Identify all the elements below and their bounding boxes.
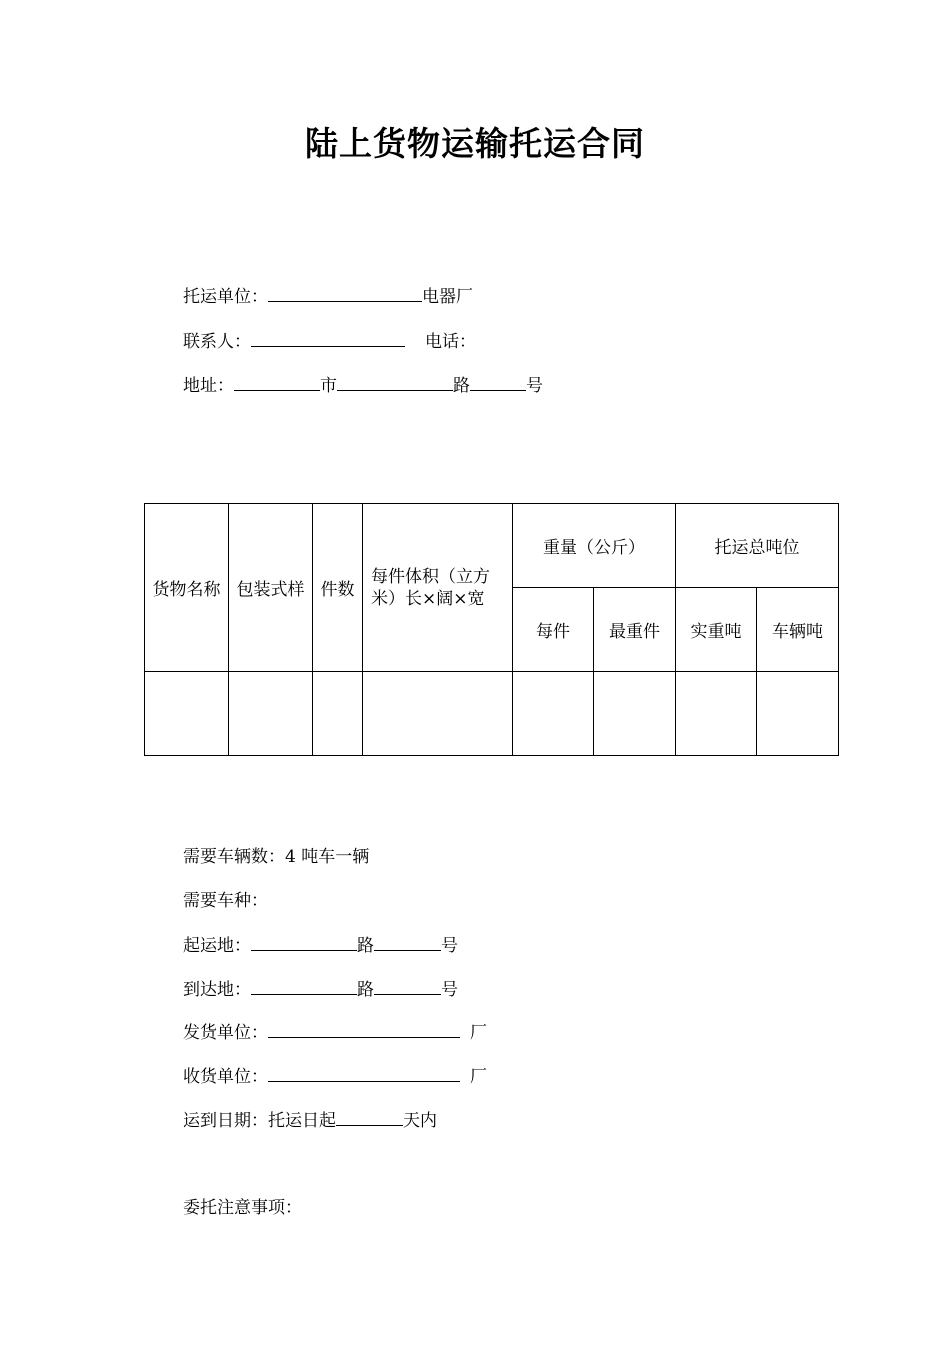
cell-actual-ton[interactable] bbox=[676, 672, 757, 756]
vehicle-type-label: 需要车种： bbox=[183, 891, 268, 911]
receiver-label: 收货单位： bbox=[183, 1067, 268, 1087]
address-city-suffix: 市 bbox=[320, 376, 337, 396]
shipper-unit-label: 托运单位： bbox=[183, 287, 268, 307]
shipper-unit-line bbox=[183, 285, 473, 308]
destination-number-blank[interactable] bbox=[374, 978, 441, 995]
destination-road-suffix: 路 bbox=[357, 980, 374, 1000]
destination-number-suffix: 号 bbox=[441, 980, 458, 1000]
destination-road-blank[interactable] bbox=[251, 978, 357, 995]
header-vehicle-ton: 车辆吨 bbox=[757, 588, 839, 672]
cell-volume[interactable] bbox=[363, 672, 513, 756]
destination-label: 到达地： bbox=[183, 980, 251, 1000]
arrival-suffix: 天内 bbox=[403, 1111, 437, 1131]
table-row bbox=[145, 672, 839, 756]
origin-road-suffix: 路 bbox=[357, 936, 374, 956]
cell-packaging[interactable] bbox=[229, 672, 313, 756]
origin-label: 起运地： bbox=[183, 936, 251, 956]
arrival-line bbox=[183, 1109, 437, 1132]
header-actual-ton: 实重吨 bbox=[676, 588, 757, 672]
address-line bbox=[183, 374, 543, 397]
origin-line bbox=[183, 934, 458, 957]
notes-line bbox=[183, 1197, 302, 1219]
receiver-line bbox=[183, 1065, 487, 1088]
cell-vehicle-ton[interactable] bbox=[757, 672, 839, 756]
origin-road-blank[interactable] bbox=[251, 934, 357, 951]
vehicles-label: 需要车辆数： bbox=[183, 847, 285, 867]
header-quantity: 件数 bbox=[313, 504, 363, 672]
address-road-blank[interactable] bbox=[337, 374, 453, 391]
header-per-piece: 每件 bbox=[513, 588, 594, 672]
receiver-suffix: 厂 bbox=[470, 1067, 487, 1087]
document-title: 陆上货物运输托运合同 bbox=[305, 124, 645, 163]
origin-number-blank[interactable] bbox=[374, 934, 441, 951]
origin-number-suffix: 号 bbox=[441, 936, 458, 956]
contact-blank[interactable] bbox=[251, 330, 405, 347]
cargo-table bbox=[144, 503, 839, 756]
sender-label: 发货单位： bbox=[183, 1023, 268, 1043]
address-number-suffix: 号 bbox=[526, 376, 543, 396]
contact-label: 联系人： bbox=[183, 332, 251, 352]
vehicles-line bbox=[183, 846, 369, 868]
sender-blank[interactable] bbox=[268, 1021, 460, 1038]
sender-line bbox=[183, 1021, 487, 1044]
address-number-blank[interactable] bbox=[470, 374, 526, 391]
cell-goods-name[interactable] bbox=[145, 672, 229, 756]
shipper-unit-suffix: 电器厂 bbox=[422, 287, 473, 307]
phone-label: 电话： bbox=[425, 332, 476, 352]
header-goods-name: 货物名称 bbox=[145, 504, 229, 672]
address-road-suffix: 路 bbox=[453, 376, 470, 396]
address-city-blank[interactable] bbox=[234, 374, 320, 391]
cell-quantity[interactable] bbox=[313, 672, 363, 756]
sender-suffix: 厂 bbox=[470, 1023, 487, 1043]
vehicle-type-line bbox=[183, 890, 268, 912]
address-label: 地址： bbox=[183, 376, 234, 396]
header-tonnage: 托运总吨位 bbox=[676, 504, 839, 588]
cell-per-piece[interactable] bbox=[513, 672, 594, 756]
header-heaviest: 最重件 bbox=[594, 588, 676, 672]
header-volume: 每件体积（立方米）长×阔×宽 bbox=[363, 504, 513, 672]
cell-heaviest[interactable] bbox=[594, 672, 676, 756]
header-packaging: 包装式样 bbox=[229, 504, 313, 672]
notes-label: 委托注意事项： bbox=[183, 1198, 302, 1218]
arrival-label: 运到日期：托运日起 bbox=[183, 1111, 336, 1131]
vehicles-value: 4 吨车一辆 bbox=[285, 847, 370, 867]
contact-line bbox=[183, 330, 476, 353]
header-weight: 重量（公斤） bbox=[513, 504, 676, 588]
shipper-unit-blank[interactable] bbox=[268, 285, 422, 302]
receiver-blank[interactable] bbox=[268, 1065, 460, 1082]
destination-line bbox=[183, 978, 458, 1001]
arrival-days-blank[interactable] bbox=[336, 1109, 403, 1126]
